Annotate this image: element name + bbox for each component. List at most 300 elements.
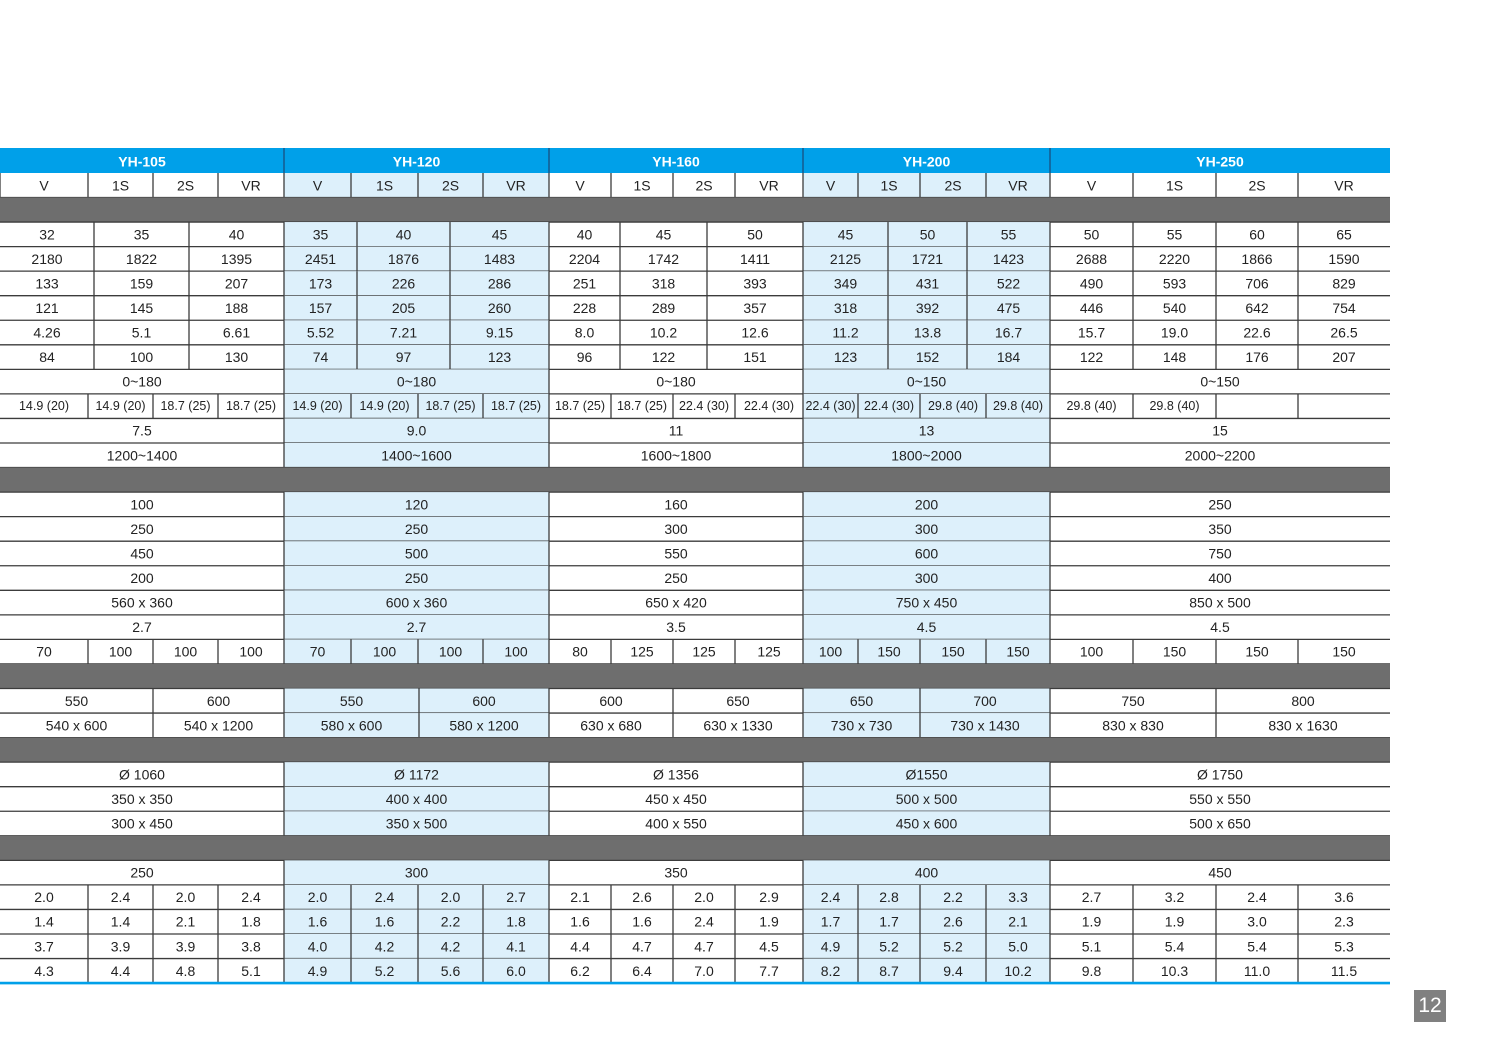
table-cell: 1590 xyxy=(1328,250,1360,267)
table-cell: 540 x 1200 xyxy=(183,717,254,734)
table-cell: 750 xyxy=(1121,692,1145,709)
table-cell: 2.1 xyxy=(570,889,590,906)
table-cell: 9.15 xyxy=(485,324,514,341)
table-cell: 400 x 550 xyxy=(645,815,707,832)
table-cell: 18.7 (25) xyxy=(616,399,668,414)
table-cell: 1.9 xyxy=(1081,913,1102,930)
table-cell: 207 xyxy=(1332,349,1356,366)
table-cell: 1483 xyxy=(483,250,516,267)
table-cell: 29.8 (40) xyxy=(927,399,979,414)
table-cell: 706 xyxy=(1245,275,1269,292)
table-cell: 522 xyxy=(996,275,1021,292)
table-cell: 650 xyxy=(849,692,874,709)
table-cell: 3.3 xyxy=(1008,889,1028,906)
table-cell: 630 x 1330 xyxy=(703,717,773,734)
table-cell: 1395 xyxy=(220,250,253,267)
shaded-cell xyxy=(803,689,1050,714)
table-cell: 3.9 xyxy=(110,938,131,955)
variant-label: V xyxy=(1086,177,1097,194)
table-cell: 4.2 xyxy=(374,938,395,955)
table-cell: 1400~1600 xyxy=(381,447,452,464)
table-cell: 150 xyxy=(1332,643,1356,660)
table-cell: 1721 xyxy=(911,250,944,267)
table-cell: 188 xyxy=(224,299,249,316)
table-cell: 2000~2200 xyxy=(1184,447,1256,464)
table-cell: 650 x 420 xyxy=(645,594,707,611)
table-cell: 4.4 xyxy=(110,962,131,979)
table-cell: 250 xyxy=(130,864,154,881)
table-cell: 4.5 xyxy=(759,938,779,955)
table-cell: 2.0 xyxy=(175,889,196,906)
table-cell: 123 xyxy=(487,349,512,366)
table-cell: 207 xyxy=(224,275,249,292)
table-cell: 2204 xyxy=(568,250,601,267)
table-cell: 133 xyxy=(35,275,59,292)
table-cell: 630 x 680 xyxy=(580,717,642,734)
table-cell: 18.7 (25) xyxy=(160,399,211,414)
table-cell: 11.2 xyxy=(832,324,859,341)
table-cell: Ø 1750 xyxy=(1197,766,1243,783)
variant-label: VR xyxy=(1008,177,1028,194)
table-cell: 2.6 xyxy=(943,913,963,930)
table-cell: 5.2 xyxy=(374,962,395,979)
variant-label: V xyxy=(825,177,836,194)
section-band xyxy=(0,468,1390,493)
model-header-yh-250: YH-250 xyxy=(1196,153,1244,170)
table-cell: 2.1 xyxy=(175,913,196,930)
table-cell: 4.9 xyxy=(820,938,841,955)
table-cell: 730 x 730 xyxy=(830,717,893,734)
table-cell: 3.2 xyxy=(1164,889,1185,906)
table-cell: 45 xyxy=(837,226,854,243)
table-cell: 1.6 xyxy=(632,913,652,930)
table-cell: 475 xyxy=(996,299,1021,316)
table-cell: 11 xyxy=(668,422,684,439)
table-cell: 251 xyxy=(572,275,597,292)
variant-label: 1S xyxy=(633,177,651,194)
table-cell: 125 xyxy=(630,643,654,660)
table-cell: 357 xyxy=(743,299,767,316)
table-cell: 3.5 xyxy=(666,619,686,636)
table-cell: 750 x 450 xyxy=(895,594,958,611)
table-cell: 4.3 xyxy=(34,962,54,979)
table-cell: 2.4 xyxy=(241,889,261,906)
table-cell: Ø1550 xyxy=(905,766,948,783)
table-cell: 50 xyxy=(747,226,763,243)
table-cell: 4.8 xyxy=(175,962,196,979)
table-cell: 250 xyxy=(130,520,154,537)
table-cell: 84 xyxy=(39,349,55,366)
table-cell: 3.9 xyxy=(175,938,196,955)
table-cell: 450 xyxy=(1208,864,1232,881)
table-cell: 12.6 xyxy=(741,324,769,341)
table-cell: 2.3 xyxy=(1334,913,1354,930)
table-cell: 1800~2000 xyxy=(891,447,962,464)
table-cell: 2.2 xyxy=(440,913,461,930)
table-cell: 100 xyxy=(372,643,397,660)
table-cell: 642 xyxy=(1245,299,1269,316)
table-cell: 100 xyxy=(239,643,263,660)
table-cell: 730 x 1430 xyxy=(950,717,1020,734)
table-cell: 22.4 (30) xyxy=(805,399,856,414)
table-cell: 1.9 xyxy=(759,913,779,930)
model-header-yh-120: YH-120 xyxy=(392,153,441,170)
table-cell: 450 x 450 xyxy=(645,790,707,807)
table-cell: Ø 1356 xyxy=(653,766,699,783)
table-cell: 18.7 (25) xyxy=(490,399,542,414)
table-cell: 1423 xyxy=(992,250,1025,267)
table-cell: 160 xyxy=(664,496,688,513)
variant-label: VR xyxy=(759,177,779,194)
variant-label: V xyxy=(312,177,323,194)
table-cell: 22.6 xyxy=(1243,324,1271,341)
table-cell: 123 xyxy=(833,349,858,366)
shaded-cell xyxy=(284,689,549,714)
table-cell: 550 x 550 xyxy=(1189,790,1251,807)
table-cell: 150 xyxy=(1006,643,1030,660)
table-cell: 1.4 xyxy=(110,913,131,930)
table-cell: 2220 xyxy=(1158,250,1191,267)
table-cell: 26.5 xyxy=(1330,324,1358,341)
table-cell: 850 x 500 xyxy=(1189,594,1251,611)
table-cell: 446 xyxy=(1079,299,1104,316)
table-cell: 2.6 xyxy=(632,889,652,906)
table-cell: 10.2 xyxy=(1004,962,1032,979)
variant-label: 2S xyxy=(944,177,962,194)
variant-label: VR xyxy=(506,177,526,194)
table-cell: 2.4 xyxy=(820,889,841,906)
table-cell: 2.9 xyxy=(759,889,779,906)
table-cell: 35 xyxy=(133,226,150,243)
table-cell: 18.7 (25) xyxy=(425,399,476,414)
table-cell: 0~180 xyxy=(656,373,696,390)
table-cell: 1411 xyxy=(739,250,771,267)
table-cell: 580 x 600 xyxy=(320,717,383,734)
table-cell: 350 xyxy=(664,864,688,881)
table-cell: 5.1 xyxy=(131,324,152,341)
variant-label: 2S xyxy=(441,177,460,194)
table-cell: 125 xyxy=(757,643,781,660)
table-cell: 400 x 400 xyxy=(385,790,448,807)
table-cell: 5.2 xyxy=(879,938,899,955)
variant-label: V xyxy=(39,177,49,194)
table-cell: 4.1 xyxy=(506,938,526,955)
table-cell: 2.7 xyxy=(506,889,526,906)
table-cell: 9.4 xyxy=(943,962,963,979)
table-cell: 392 xyxy=(915,299,940,316)
table-cell: 159 xyxy=(129,275,154,292)
table-cell: 829 xyxy=(1332,275,1356,292)
table-cell: 8.7 xyxy=(879,962,899,979)
table-cell: 1866 xyxy=(1241,250,1273,267)
table-cell: 650 xyxy=(726,692,750,709)
table-cell: 2.0 xyxy=(694,889,714,906)
table-cell: 15 xyxy=(1212,422,1228,439)
table-cell: 1742 xyxy=(647,250,680,267)
variant-label: 2S xyxy=(176,177,195,194)
table-cell: 3.8 xyxy=(241,938,261,955)
table-cell: 4.5 xyxy=(916,619,937,636)
table-cell: 150 xyxy=(1245,643,1269,660)
table-cell: 228 xyxy=(572,299,597,316)
table-cell: 35 xyxy=(312,226,329,243)
table-cell: 5.4 xyxy=(1164,938,1185,955)
section-band xyxy=(0,738,1390,763)
table-cell: 200 xyxy=(914,496,939,513)
table-cell: 13.8 xyxy=(913,324,942,341)
table-cell: 560 x 360 xyxy=(111,594,173,611)
table-cell: 5.2 xyxy=(943,938,963,955)
table-cell: 289 xyxy=(651,299,676,316)
table-cell: 0~150 xyxy=(906,373,947,390)
table-cell: 14.9 (20) xyxy=(95,399,146,414)
table-cell: 2.7 xyxy=(132,619,152,636)
table-cell: 16.7 xyxy=(994,324,1023,341)
table-cell: 393 xyxy=(743,275,767,292)
table-cell: 3.0 xyxy=(1247,913,1267,930)
table-cell: 2180 xyxy=(31,250,63,267)
table-cell: 70 xyxy=(309,643,326,660)
table-cell: 152 xyxy=(915,349,940,366)
table-cell: 750 xyxy=(1208,545,1232,562)
table-cell: 600 xyxy=(599,692,623,709)
section-band xyxy=(0,198,1390,223)
table-cell: 14.9 (20) xyxy=(18,399,70,414)
table-cell: 2.4 xyxy=(1247,889,1267,906)
table-cell: Ø 1172 xyxy=(394,766,439,783)
table-cell: 74 xyxy=(312,349,329,366)
table-cell: 100 xyxy=(1079,643,1104,660)
table-cell: 22.4 (30) xyxy=(743,399,795,414)
table-cell: 350 x 350 xyxy=(111,790,173,807)
variant-label: 2S xyxy=(695,177,713,194)
section-band xyxy=(0,664,1390,689)
section-band xyxy=(0,836,1390,861)
table-cell: 600 xyxy=(472,692,496,709)
table-cell: 2.0 xyxy=(34,889,54,906)
table-cell: 14.9 (20) xyxy=(359,399,410,414)
table-cell: 100 xyxy=(818,643,843,660)
table-cell: 260 xyxy=(487,299,512,316)
table-cell: 40 xyxy=(576,226,593,243)
table-cell: 2.1 xyxy=(1008,913,1028,930)
table-cell: 4.7 xyxy=(632,938,652,955)
table-cell: 29.8 (40) xyxy=(1149,399,1200,414)
table-cell: 5.1 xyxy=(241,962,261,979)
table-cell: 2.7 xyxy=(1081,889,1102,906)
table-cell: 9.8 xyxy=(1081,962,1102,979)
table-cell: 148 xyxy=(1162,349,1187,366)
table-cell: 184 xyxy=(996,349,1021,366)
table-cell: 1.7 xyxy=(820,913,841,930)
table-cell: 6.4 xyxy=(632,962,652,979)
table-cell: 1.6 xyxy=(374,913,395,930)
table-cell: 5.4 xyxy=(1247,938,1267,955)
table-cell: 5.1 xyxy=(1081,938,1102,955)
table-cell: 2451 xyxy=(304,250,337,267)
table-cell: 55 xyxy=(1166,226,1183,243)
table-cell: 450 x 600 xyxy=(895,815,958,832)
table-cell: 318 xyxy=(833,299,858,316)
table-cell: 100 xyxy=(108,643,133,660)
table-cell: 50 xyxy=(919,226,936,243)
table-cell: 9.0 xyxy=(406,422,427,439)
table-cell: 550 xyxy=(64,692,89,709)
table-cell: 1.6 xyxy=(570,913,590,930)
page-number: 12 xyxy=(1414,990,1446,1022)
table-cell: 2.7 xyxy=(406,619,427,636)
table-cell: 6.2 xyxy=(570,962,590,979)
table-cell: 3.6 xyxy=(1334,889,1354,906)
variant-label: 1S xyxy=(111,177,130,194)
table-cell: 600 xyxy=(914,545,939,562)
table-cell: 0~180 xyxy=(396,373,437,390)
table-cell: 4.4 xyxy=(570,938,590,955)
table-cell: 70 xyxy=(36,643,52,660)
table-cell: 600 xyxy=(206,692,231,709)
table-cell: 4.26 xyxy=(33,324,61,341)
table-cell: 226 xyxy=(391,275,416,292)
table-cell: 250 xyxy=(404,570,429,587)
table-cell: 7.7 xyxy=(759,962,779,979)
table-cell: 593 xyxy=(1162,275,1187,292)
table-cell: 2.4 xyxy=(694,913,714,930)
table-cell: 125 xyxy=(692,643,716,660)
table-cell: 1.9 xyxy=(1164,913,1185,930)
table-cell: 100 xyxy=(438,643,463,660)
table-cell: 100 xyxy=(130,496,154,513)
table-cell: 1200~1400 xyxy=(106,447,178,464)
table-cell: 7.0 xyxy=(694,962,714,979)
table-cell: 45 xyxy=(655,226,672,243)
table-cell: 540 xyxy=(1162,299,1187,316)
table-cell: 540 x 600 xyxy=(45,717,108,734)
table-cell: 11.0 xyxy=(1243,962,1271,979)
table-cell: 2.8 xyxy=(879,889,899,906)
table-cell: 150 xyxy=(941,643,965,660)
table-cell: 5.0 xyxy=(1008,938,1028,955)
table-cell: 50 xyxy=(1083,226,1100,243)
table-cell: 1.8 xyxy=(241,913,261,930)
table-cell: 318 xyxy=(651,275,676,292)
model-header-yh-200: YH-200 xyxy=(902,153,951,170)
table-cell: 157 xyxy=(308,299,333,316)
model-header-yh-105: YH-105 xyxy=(118,153,166,170)
table-cell: 173 xyxy=(308,275,333,292)
variant-label: 1S xyxy=(1165,177,1184,194)
table-cell: 8.2 xyxy=(820,962,841,979)
table-cell: 830 x 830 xyxy=(1102,717,1164,734)
table-cell: 754 xyxy=(1332,299,1356,316)
table-cell: 2688 xyxy=(1075,250,1108,267)
table-cell: 7.21 xyxy=(389,324,418,341)
table-cell: 29.8 (40) xyxy=(992,399,1044,414)
table-cell: 150 xyxy=(1162,643,1187,660)
table-cell: 8.0 xyxy=(574,324,595,341)
table-cell: 349 xyxy=(833,275,858,292)
table-cell: 4.7 xyxy=(694,938,714,955)
table-cell: 65 xyxy=(1336,226,1352,243)
table-cell: 97 xyxy=(395,349,412,366)
table-cell: 300 xyxy=(404,864,429,881)
table-cell: 1876 xyxy=(387,250,420,267)
table-cell: 19.0 xyxy=(1160,324,1189,341)
table-cell: 700 xyxy=(973,692,997,709)
table-cell: 80 xyxy=(572,643,588,660)
table-cell: 5.6 xyxy=(440,962,461,979)
table-cell: 250 xyxy=(404,520,429,537)
table-cell: 11.5 xyxy=(1330,962,1358,979)
table-cell: 2.0 xyxy=(440,889,461,906)
table-cell: 250 xyxy=(1208,496,1232,513)
table-cell: 4.9 xyxy=(307,962,328,979)
table-cell: 800 xyxy=(1291,692,1315,709)
table-cell: 300 xyxy=(914,520,939,537)
variant-label: 1S xyxy=(880,177,898,194)
table-cell: 1.8 xyxy=(506,913,526,930)
table-cell: 300 xyxy=(664,520,688,537)
variant-label: VR xyxy=(241,177,261,194)
table-cell: 450 xyxy=(130,545,154,562)
variant-label: 2S xyxy=(1248,177,1266,194)
table-cell: 300 x 450 xyxy=(111,815,173,832)
table-cell: 6.61 xyxy=(222,324,251,341)
table-cell: 96 xyxy=(576,349,593,366)
table-cell: 5.3 xyxy=(1334,938,1354,955)
table-cell: 2.4 xyxy=(374,889,395,906)
table-cell: 10.2 xyxy=(649,324,678,341)
table-cell: 2.4 xyxy=(110,889,131,906)
table-cell: 205 xyxy=(391,299,416,316)
table-cell: 22.4 (30) xyxy=(863,399,915,414)
table-cell: 32 xyxy=(39,226,55,243)
table-cell: 0~180 xyxy=(122,373,162,390)
table-cell: 13 xyxy=(918,422,935,439)
table-cell: 1600~1800 xyxy=(640,447,712,464)
table-cell: 145 xyxy=(129,299,154,316)
table-cell: 151 xyxy=(743,349,767,366)
table-cell: 7.5 xyxy=(132,422,152,439)
table-cell: 18.7 (25) xyxy=(225,399,277,414)
table-cell: 0~150 xyxy=(1200,373,1240,390)
table-cell: 130 xyxy=(224,349,249,366)
table-cell: 1.7 xyxy=(879,913,899,930)
table-cell: 300 xyxy=(914,570,939,587)
table-cell: 100 xyxy=(504,643,528,660)
table-cell: 10.3 xyxy=(1160,962,1189,979)
table-cell: 1.4 xyxy=(34,913,54,930)
table-cell: 1.6 xyxy=(307,913,328,930)
table-cell: 3.7 xyxy=(34,938,54,955)
model-header-yh-160: YH-160 xyxy=(652,153,700,170)
table-cell: 580 x 1200 xyxy=(449,717,519,734)
table-cell: 500 x 500 xyxy=(895,790,958,807)
table-cell: 45 xyxy=(491,226,508,243)
table-cell: 400 xyxy=(914,864,939,881)
variant-label: 1S xyxy=(375,177,394,194)
variant-label: V xyxy=(575,177,585,194)
table-cell: 490 xyxy=(1079,275,1104,292)
table-cell: 150 xyxy=(877,643,901,660)
table-cell: 200 xyxy=(130,570,154,587)
table-cell: 120 xyxy=(404,496,429,513)
table-cell: 500 x 650 xyxy=(1189,815,1251,832)
table-cell: 2.0 xyxy=(307,889,328,906)
table-cell: 122 xyxy=(651,349,676,366)
table-cell: 830 x 1630 xyxy=(1268,717,1338,734)
table-cell: 121 xyxy=(35,299,59,316)
table-cell: 431 xyxy=(915,275,940,292)
